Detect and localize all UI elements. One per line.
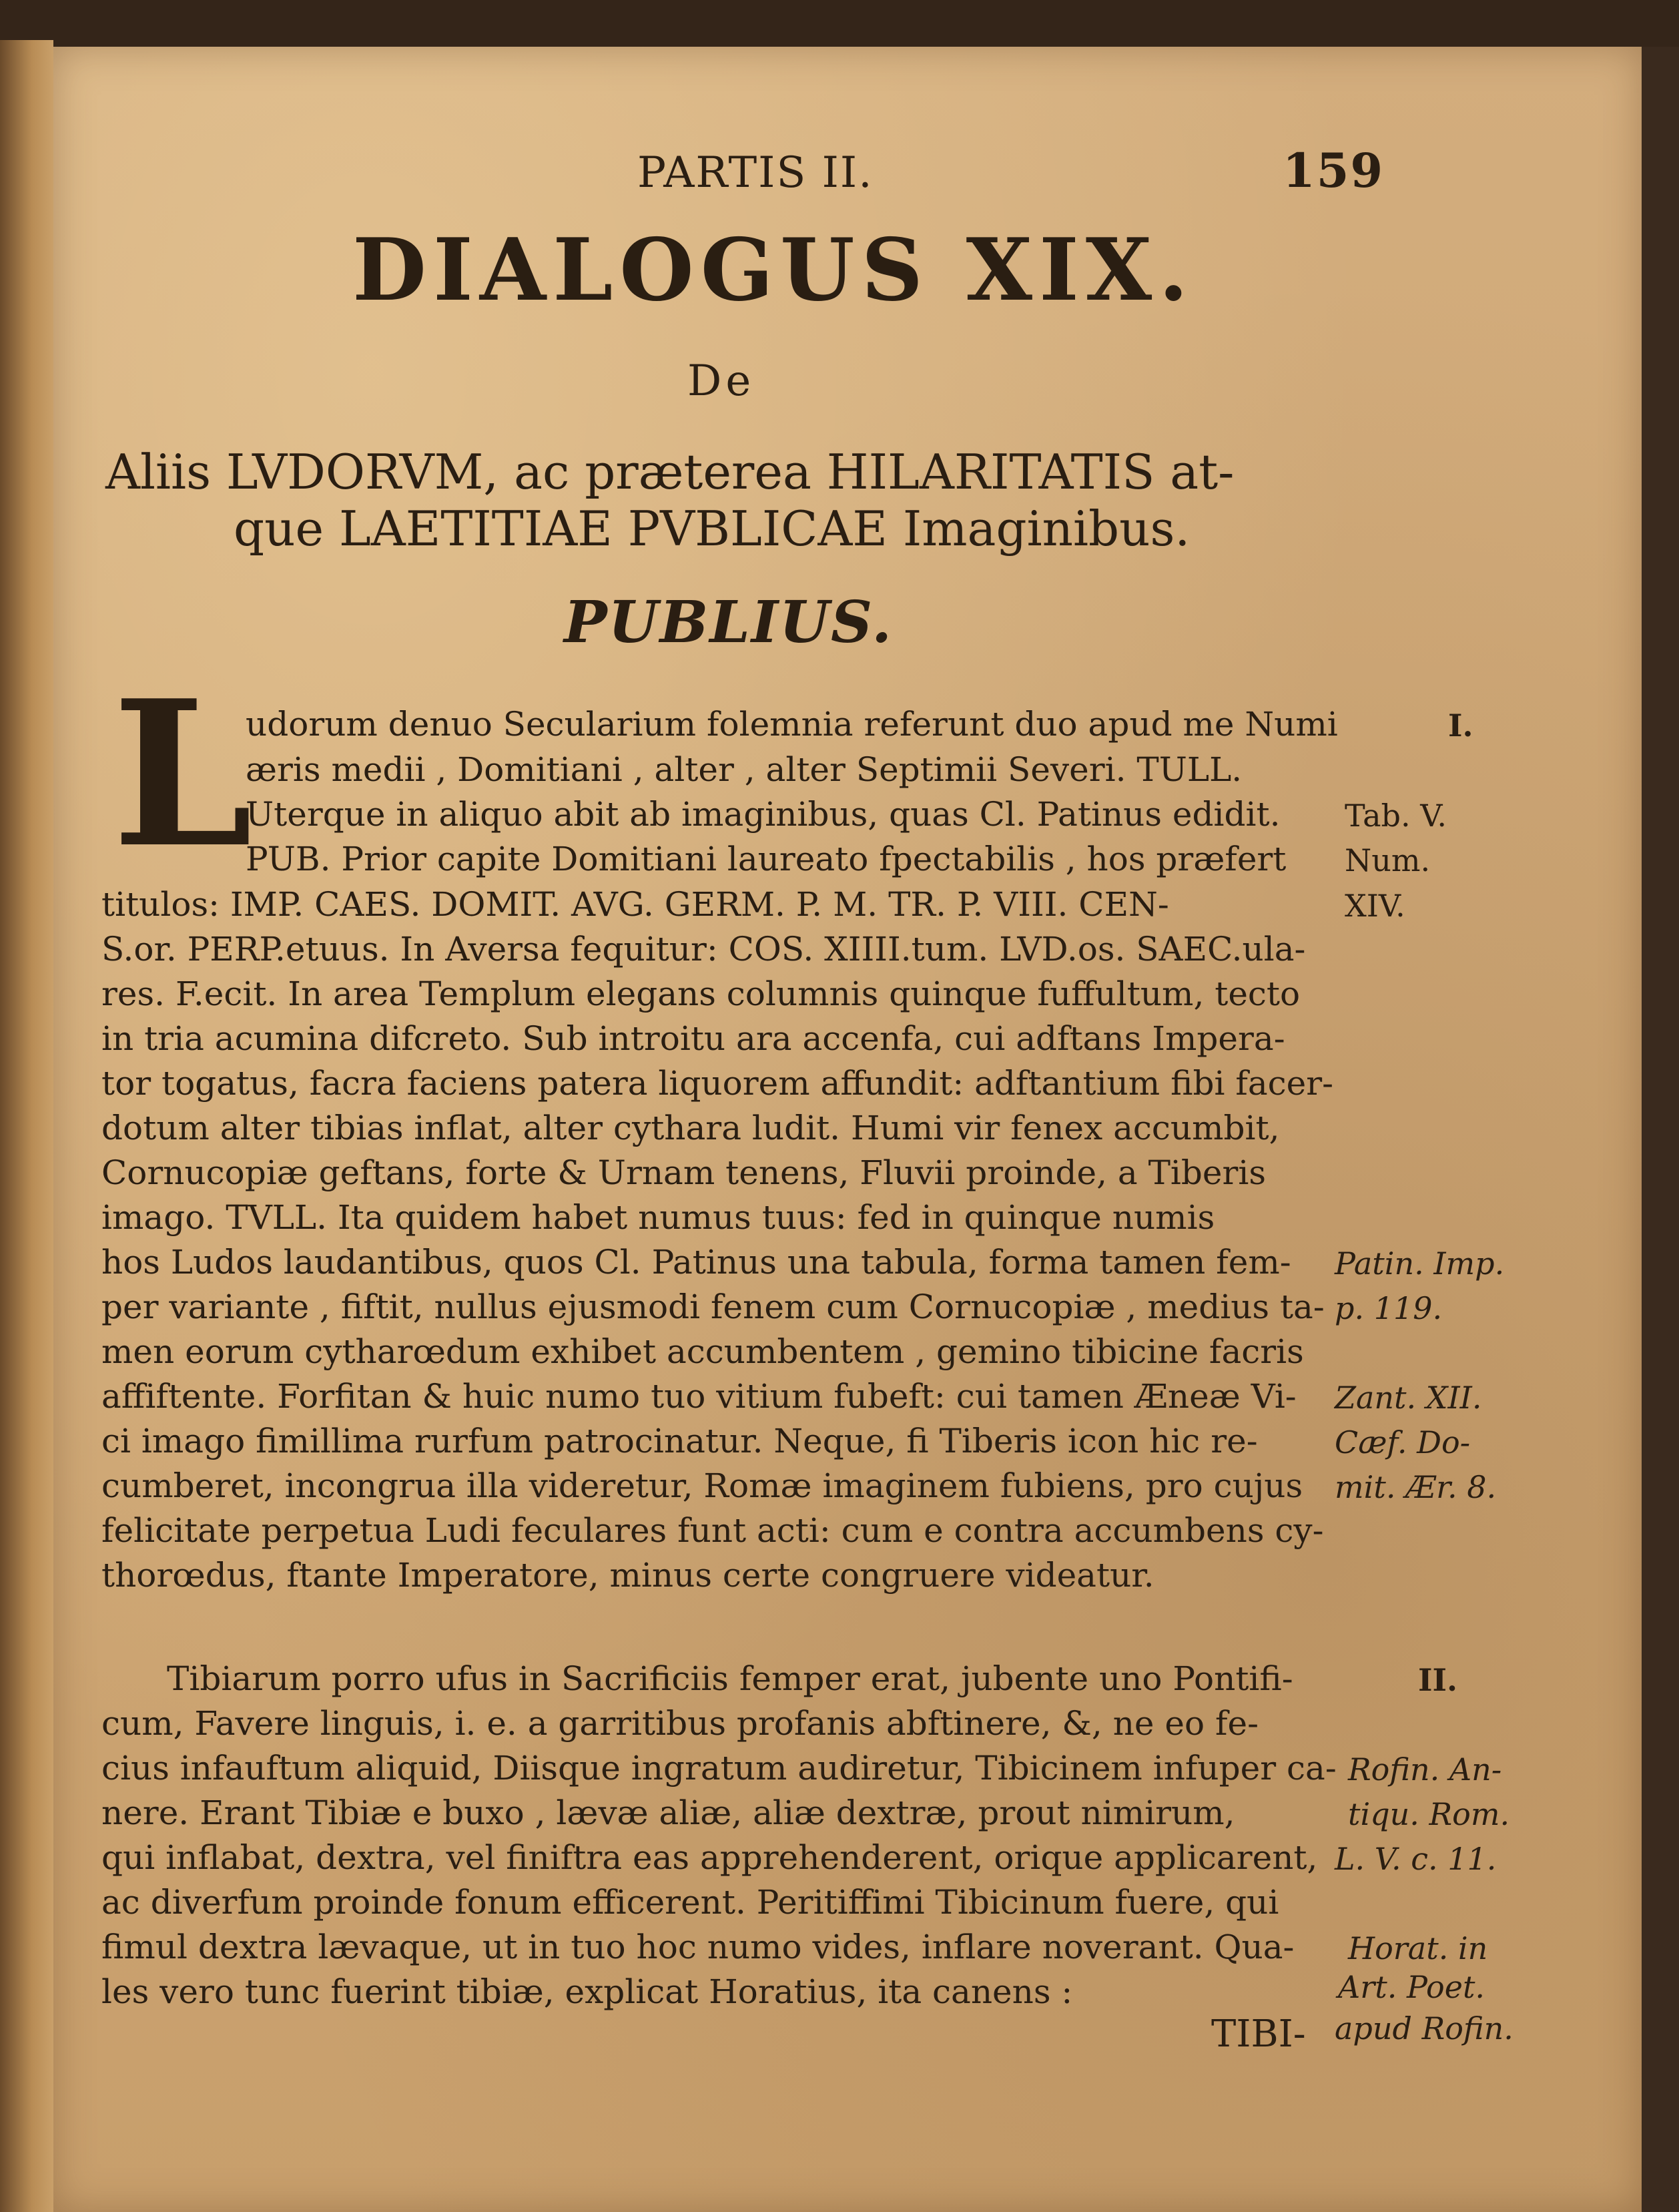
- body-line: thorœdus, ftante Imperatore, minus certe congruere videatur.: [101, 1556, 1154, 1595]
- scan-top-edge: [0, 0, 1679, 47]
- body-line: udorum denuo Secularium folemnia referunt duo apud me Numi: [246, 705, 1338, 744]
- body-line: ac diverfum proinde fonum efficerent. Peritiffimi Tibicinum fuere, qui: [101, 1883, 1279, 1922]
- margin-note-section-number: II.: [1418, 1662, 1458, 1698]
- margin-note: tiqu. Rom.: [1348, 1796, 1510, 1832]
- margin-note: p. 119.: [1335, 1290, 1443, 1326]
- body-line: affiftente. Forfitan & huic numo tuo vitium fubeft: cui tamen Æneæ Vi-: [101, 1377, 1297, 1416]
- scan-right-edge: [1642, 47, 1679, 2212]
- body-line: les vero tunc fuerint tibiæ, explicat Horatius, ita canens :: [101, 1972, 1073, 2011]
- body-line: imago. TVLL. Ita quidem habet numus tuus: fed in quinque numis: [101, 1198, 1215, 1237]
- body-line: Cornucopiæ geftans, forte & Urnam tenens, Fluvii proinde, a Tiberis: [101, 1153, 1267, 1192]
- margin-note-section-number: I.: [1448, 708, 1473, 744]
- body-line: Tibiarum porro ufus in Sacrificiis femper erat, jubente uno Pontifi-: [167, 1659, 1293, 1698]
- subtitle-line-1: Aliis LVDORVM, ac præterea HILARITATIS at-: [105, 444, 1235, 500]
- body-line: men eorum cytharœdum exhibet accumbentem , gemino tibicine facris: [101, 1332, 1304, 1371]
- body-line: ci imago fimillima rurfum patrocinatur. Neque, fi Tiberis icon hic re-: [101, 1422, 1258, 1460]
- margin-note: Zant. XII.: [1335, 1380, 1482, 1416]
- body-line: tor togatus, facra faciens patera liquorem affundit: adftantium fibi facer-: [101, 1064, 1334, 1103]
- margin-note: Cæf. Do-: [1335, 1424, 1471, 1460]
- margin-note: Art. Poet.: [1338, 1969, 1485, 2005]
- margin-note: mit. Ær. 8.: [1335, 1469, 1497, 1505]
- subtitle-line-2: que LAETITIAE PVBLICAE Imaginibus.: [234, 501, 1191, 557]
- margin-note: L. V. c. 11.: [1335, 1841, 1497, 1877]
- body-line: res. F.ecit. In area Templum elegans columnis quinque fuffultum, tecto: [101, 975, 1301, 1013]
- page-number: 159: [1283, 143, 1385, 198]
- margin-note: Patin. Imp.: [1335, 1246, 1505, 1282]
- binding-gutter: [0, 40, 53, 2212]
- title-de: De: [687, 356, 755, 406]
- body-line: Uterque in aliquo abit ab imaginibus, quas Cl. Patinus edidit.: [246, 795, 1281, 834]
- running-title: PARTIS II.: [637, 148, 874, 198]
- dialogue-title: DIALOGUS XIX.: [352, 220, 1195, 320]
- margin-note: XIV.: [1345, 888, 1405, 924]
- body-line: in tria acumina difcreto. Sub introitu ara accenfa, cui adftans Impera-: [101, 1019, 1285, 1058]
- body-line: æris medii , Domitiani , alter , alter Septimii Severi. TULL.: [246, 750, 1243, 789]
- margin-note: Tab. V.: [1345, 798, 1447, 834]
- catchword: TIBI-: [1211, 2012, 1306, 2056]
- margin-note: apud Rofin.: [1335, 2010, 1514, 2046]
- body-line: PUB. Prior capite Domitiani laureato fpectabilis , hos præfert: [246, 840, 1287, 878]
- body-line: cumberet, incongrua illa videretur, Romæ imaginem fubiens, pro cujus: [101, 1466, 1303, 1505]
- body-line: felicitate perpetua Ludi feculares funt acti: cum e contra accumbens cy-: [101, 1511, 1324, 1550]
- margin-note: Rofin. An-: [1348, 1751, 1502, 1787]
- body-line: nere. Erant Tibiæ e buxo , lævæ aliæ, aliæ dextræ, prout nimirum,: [101, 1793, 1235, 1832]
- body-line: hos Ludos laudantibus, quos Cl. Patinus una tabula, forma tamen fem-: [101, 1243, 1291, 1282]
- drop-cap: L: [112, 656, 253, 892]
- margin-note: Num.: [1345, 842, 1431, 878]
- body-line: S.or. PERP.etuus. In Aversa fequitur: COS. XIIII.tum. LVD.os. SAEC.ula-: [101, 930, 1306, 969]
- body-line: per variante , fiftit, nullus ejusmodi fenem cum Cornucopiæ , medius ta-: [101, 1288, 1325, 1326]
- body-line: cum, Favere linguis, i. e. a garritibus profanis abftinere, &, ne eo fe-: [101, 1704, 1259, 1743]
- body-line: dotum alter tibias inflat, alter cythara ludit. Humi vir fenex accumbit,: [101, 1109, 1280, 1147]
- margin-note: Horat. in: [1348, 1930, 1488, 1966]
- speaker-name: PUBLIUS.: [564, 589, 894, 656]
- body-line: fimul dextra lævaque, ut in tuo hoc numo vides, inflare noverant. Qua-: [101, 1928, 1295, 1966]
- body-line: titulos: IMP. CAES. DOMIT. AVG. GERM. P. M. TR. P. VIII. CEN-: [101, 885, 1169, 924]
- body-line: qui inflabat, dextra, vel finiftra eas apprehenderent, orique applicarent,: [101, 1838, 1318, 1877]
- body-line: cius infauftum aliquid, Diisque ingratum audiretur, Tibicinem infuper ca-: [101, 1749, 1337, 1787]
